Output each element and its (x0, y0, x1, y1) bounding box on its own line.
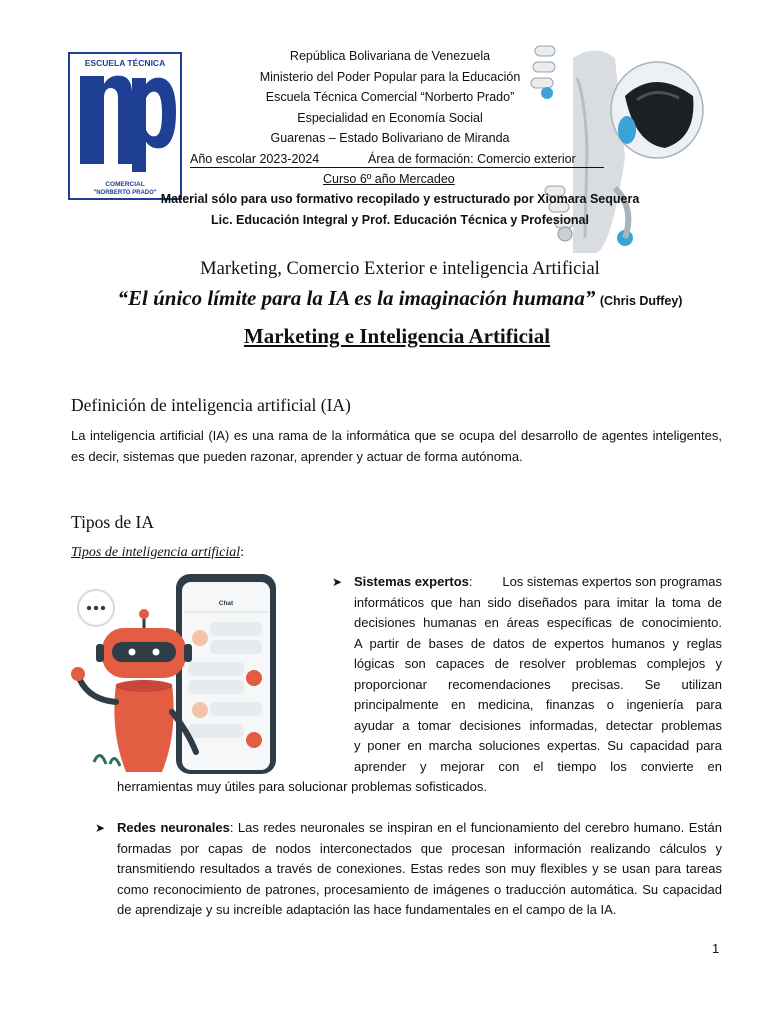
quote-author: (Chris Duffey) (599, 294, 683, 308)
expert-systems-line-5: proporcionar recomendaciones precisas. Se utilizan (354, 676, 722, 692)
page-number: 1 (712, 941, 720, 956)
document-subtitle: Marketing, Comercio Exterior e inteligencia Artificial (200, 259, 600, 279)
expert-systems-block (354, 572, 722, 777)
neural-networks-paragraph: Redes neuronales: Las redes neuronales se inspiran en el funcionamiento del cerebro humano. Están formadas por capas de nodos interconectados que procesan información realizando cálculos y transmitiendo resultados a través de conexiones. Estas redes son muy flexibles y se usan para tareas como reconocimiento de patrones, procesamiento de imágenes o traducción automática. Su capacidad de aprendizaje y su increíble adaptación las hace fundamentales en el campo de la IA. (117, 820, 722, 917)
header-line-republic: República Bolivariana de Venezuela (289, 49, 491, 63)
quote-line (90, 284, 710, 315)
expert-systems-line-1: informáticos que han sido diseñados para imitar la toma de (354, 594, 722, 610)
author-credentials: Lic. Educación Integral y Prof. Educación Técnica y Profesional (211, 213, 589, 227)
section-heading-types: Tipos de IA (71, 512, 154, 532)
logo-top-text: ESCUELA TÉCNICA (84, 58, 166, 68)
expert-systems-term: Sistemas expertos (354, 574, 469, 589)
header-line-location: Guarenas – Estado Bolivariano de Miranda (270, 131, 510, 145)
school-logo (68, 52, 182, 200)
expert-systems-line-6: principalmente en medicina, finanzas o ingeniería para (354, 697, 722, 712)
section-heading-definition: Definición de inteligencia artificial (IA) (71, 395, 351, 415)
expert-systems-line-9: aprender y mejorar con el tiempo los convierte en (354, 758, 722, 774)
bullet-arrow-2: ➤ (95, 821, 106, 835)
quote-text: “El único límite para la IA es la imaginación humana” (117, 286, 596, 310)
expert-systems-first-line: Sistemas expertos: Los sistemas expertos son programas (354, 572, 722, 593)
neural-networks-body: Las redes neuronales se inspiran en el funcionamiento del cerebro humano. Están formadas por capas de nodos interconectados que procesan información realizando cálculos y transmitiendo resultados a través de conexiones. Estas redes son muy flexibles y se usan para tareas como reconocimiento de patrones, procesamiento de imágenes o traducción automática. Su capacidad de aprendizaje y su increíble adaptación las hace fundamentales en el campo de la IA. (117, 820, 722, 917)
logo-side-text: ETC (82, 166, 100, 176)
expert-systems-line-8: y poner en marcha soluciones expertas. Su capacidad para (354, 738, 722, 753)
expert-systems-line-0: Los sistemas expertos son programas (502, 574, 722, 589)
logo-bottom-line2: "NORBERTO PRADO" (93, 190, 157, 196)
course-label: Curso 6º año Mercadeo (323, 172, 455, 186)
expert-systems-line-3: A partir de bases de datos de expertos humanos y reglas (354, 635, 722, 651)
bullet-arrow-1: ➤ (332, 575, 343, 589)
header-line-school: Escuela Técnica Comercial “Norberto Prado” (265, 90, 515, 104)
definition-paragraph: La inteligencia artificial (IA) es una rama de la informática que se ocupa del desarrollo de agentes inteligentes, es decir, sistemas que pueden razonar, aprender y actuar de forma autónoma. (71, 428, 722, 464)
formation-area: Área de formación: Comercio exterior (368, 152, 576, 166)
expert-systems-line-4: lógicas son capaces de resolver problemas complejos y (354, 656, 722, 671)
expert-systems-line-2: decisiones humanas en áreas específicas de conocimiento. (354, 615, 722, 630)
types-subheading-text: Tipos de inteligencia artificial (71, 545, 241, 560)
expert-systems-line-7: ayudar a tomar decisiones informadas, detectar problemas (354, 717, 722, 733)
chat-header-label: Chat (218, 600, 234, 607)
header-line-ministry: Ministerio del Poder Popular para la Educación (259, 69, 521, 84)
header-line-specialty: Especialidad en Economía Social (297, 110, 483, 125)
school-logo-graphic (70, 54, 180, 198)
header-year-area-row (190, 149, 604, 168)
school-year: Año escolar 2023-2024 (190, 152, 320, 166)
material-note: Material sólo para uso formativo recopilado y estructurado por Xiomara Sequera (160, 192, 640, 206)
logo-bottom-line1: COMERCIAL (105, 181, 145, 188)
types-subheading-colon: : (240, 545, 245, 560)
types-subheading (71, 542, 244, 564)
chatbot-illustration (64, 572, 280, 776)
main-title (100, 322, 694, 350)
main-title-text: Marketing e Inteligencia Artificial (243, 324, 551, 348)
neural-networks-term: Redes neuronales (117, 820, 230, 835)
expert-systems-last-line: herramientas muy útiles para solucionar problemas sofisticados. (117, 779, 487, 794)
